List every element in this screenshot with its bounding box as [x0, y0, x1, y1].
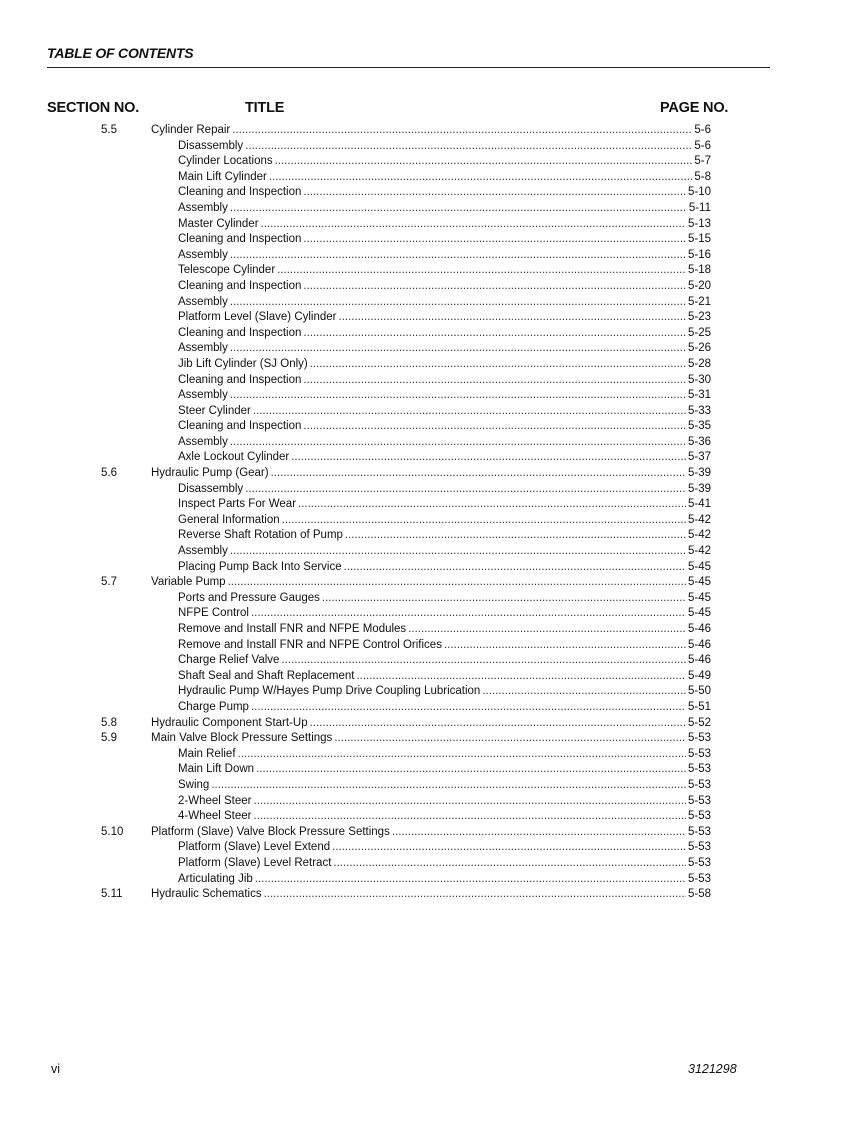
entry-title: Shaft Seal and Shaft Replacement [178, 669, 355, 682]
toc-subsection-row[interactable] [0, 482, 866, 498]
entry-page-number: 5-8 [694, 170, 711, 183]
toc-entry [178, 217, 711, 233]
toc-subsection-row[interactable] [0, 762, 866, 778]
dot-leader [310, 716, 686, 732]
entry-page-number: 5-20 [687, 279, 711, 292]
toc-entry [151, 825, 711, 841]
entry-title: Swing [178, 778, 210, 791]
toc-section-row[interactable] [0, 466, 866, 482]
entry-page-number: 5-53 [687, 856, 711, 869]
toc-subsection-row[interactable] [0, 170, 866, 186]
toc-entry [178, 622, 711, 638]
toc-entry [151, 731, 711, 747]
entry-page-number: 5-45 [687, 591, 711, 604]
toc-subsection-row[interactable] [0, 591, 866, 607]
dot-leader [232, 123, 692, 139]
entry-page-number: 5-16 [687, 248, 711, 261]
toc-subsection-row[interactable] [0, 513, 866, 529]
toc-entry [178, 341, 711, 357]
entry-page-number: 5-13 [687, 217, 711, 230]
toc-subsection-row[interactable] [0, 872, 866, 888]
toc-subsection-row[interactable] [0, 310, 866, 326]
entry-page-number: 5-49 [687, 669, 711, 682]
dot-leader [230, 295, 686, 311]
dot-leader [339, 310, 686, 326]
dot-leader [303, 232, 686, 248]
dot-leader [255, 872, 686, 888]
toc-subsection-row[interactable] [0, 747, 866, 763]
toc-subsection-row[interactable] [0, 232, 866, 248]
toc-entry [178, 139, 711, 155]
toc-entry [178, 482, 711, 498]
dot-leader [392, 825, 686, 841]
toc-subsection-row[interactable] [0, 373, 866, 389]
entry-title: Cylinder Repair [151, 124, 231, 136]
dot-leader [281, 653, 686, 669]
toc-entry [178, 201, 711, 217]
toc-subsection-row[interactable] [0, 684, 866, 700]
toc-subsection-row[interactable] [0, 560, 866, 576]
toc-entry [178, 794, 711, 810]
entry-page-number: 5-45 [687, 607, 711, 620]
toc-subsection-row[interactable] [0, 357, 866, 373]
entry-title: Hydraulic Schematics [151, 888, 262, 901]
entry-page-number: 5-23 [687, 311, 711, 324]
entry-page-number: 5-53 [687, 794, 711, 807]
toc-entry [178, 295, 711, 311]
dot-leader [253, 404, 686, 420]
toc-subsection-row[interactable] [0, 279, 866, 295]
toc-subsection-row[interactable] [0, 248, 866, 264]
dot-leader [271, 466, 686, 482]
toc-subsection-row[interactable] [0, 217, 866, 233]
toc-entry [178, 809, 711, 825]
entry-page-number: 5-36 [687, 435, 711, 448]
entry-page-number: 5-18 [687, 264, 711, 277]
entry-page-number: 5-30 [687, 373, 711, 386]
dot-leader [230, 388, 686, 404]
entry-page-number: 5-28 [687, 357, 711, 370]
entry-title: Main Lift Down [178, 763, 255, 776]
toc-subsection-row[interactable] [0, 450, 866, 466]
toc-subsection-row[interactable] [0, 139, 866, 155]
footer-page-number: vi [51, 1062, 61, 1076]
entry-title: Reverse Shaft Rotation of Pump [178, 529, 343, 542]
dot-leader [345, 528, 686, 544]
toc-entry [178, 232, 711, 248]
dot-leader [291, 450, 686, 466]
dot-leader [245, 482, 686, 498]
dot-leader [254, 794, 686, 810]
toc-entry [151, 575, 711, 591]
entry-page-number: 5-42 [687, 513, 711, 526]
toc-subsection-row[interactable] [0, 528, 866, 544]
entry-title: Main Valve Block Pressure Settings [151, 732, 333, 745]
toc-entry [178, 326, 711, 342]
entry-title: Assembly [178, 295, 228, 308]
entry-page-number: 5-53 [687, 872, 711, 885]
entry-page-number: 5-35 [687, 420, 711, 433]
toc-entry [178, 528, 711, 544]
entry-title: General Information [178, 513, 280, 526]
toc-subsection-row[interactable] [0, 544, 866, 560]
entry-page-number: 5-45 [687, 560, 711, 573]
entry-title: 2-Wheel Steer [178, 794, 252, 807]
toc-subsection-row[interactable] [0, 263, 866, 279]
entry-page-number: 5-39 [687, 467, 711, 480]
entry-page-number: 5-6 [694, 124, 711, 136]
dot-leader [261, 217, 686, 233]
entry-title: Disassembly [178, 139, 244, 152]
toc-entry [178, 653, 711, 669]
dot-leader [245, 139, 692, 155]
dot-leader [230, 201, 687, 217]
section-number: 5.5 [101, 124, 117, 136]
entry-title: Cylinder Locations [178, 155, 273, 168]
dot-leader [298, 497, 686, 513]
entry-title: Hydraulic Component Start-Up [151, 716, 308, 729]
entry-title: Charge Relief Valve [178, 654, 280, 667]
entry-title: Charge Pump [178, 700, 249, 713]
toc-subsection-row[interactable] [0, 809, 866, 825]
entry-title: Jib Lift Cylinder (SJ Only) [178, 357, 308, 370]
entry-page-number: 5-37 [687, 451, 711, 464]
dot-leader [230, 248, 686, 264]
entry-page-number: 5-26 [687, 342, 711, 355]
toc-subsection-row[interactable] [0, 840, 866, 856]
dot-leader [256, 762, 686, 778]
dot-leader [211, 778, 686, 794]
toc-entry [178, 170, 711, 186]
toc-section-row[interactable] [0, 575, 866, 591]
entry-title: Steer Cylinder [178, 404, 251, 417]
entry-page-number: 5-53 [687, 763, 711, 776]
entry-page-number: 5-21 [687, 295, 711, 308]
toc-entry [178, 856, 711, 872]
entry-title: Cleaning and Inspection [178, 186, 302, 199]
entry-title: Remove and Install FNR and NFPE Modules [178, 623, 407, 635]
entry-page-number: 5-7 [694, 155, 711, 168]
entry-page-number: 5-25 [687, 326, 711, 339]
toc-entry [178, 669, 711, 685]
toc-section-row[interactable] [0, 825, 866, 841]
entry-title: Placing Pump Back Into Service [178, 560, 342, 573]
toc-section-row[interactable] [0, 887, 866, 903]
dot-leader [264, 887, 686, 903]
entry-title: Disassembly [178, 482, 244, 495]
toc-entry [178, 279, 711, 295]
section-number: 5.9 [101, 732, 117, 745]
dot-leader [303, 279, 686, 295]
toc-subsection-row[interactable] [0, 653, 866, 669]
column-header-page: PAGE NO. [660, 100, 729, 116]
entry-page-number: 5-46 [687, 638, 711, 651]
toc-entry [178, 373, 711, 389]
entry-title: Assembly [178, 201, 228, 214]
entry-page-number: 5-15 [687, 233, 711, 246]
dot-leader [277, 263, 686, 279]
entry-title: Articulating Jib [178, 872, 253, 885]
entry-page-number: 5-41 [687, 498, 711, 511]
toc-entry [178, 497, 711, 513]
toc-entry [178, 747, 711, 763]
dot-leader [238, 747, 686, 763]
section-number: 5.7 [101, 576, 117, 589]
entry-page-number: 5-42 [687, 529, 711, 542]
toc-section-row[interactable] [0, 123, 866, 139]
dot-leader [482, 684, 686, 700]
entry-title: Ports and Pressure Gauges [178, 591, 320, 604]
dot-leader [269, 170, 693, 186]
dot-leader [275, 154, 693, 170]
column-header-title: TITLE [245, 100, 285, 116]
entry-page-number: 5-31 [687, 389, 711, 402]
page-title: TABLE OF CONTENTS [47, 45, 194, 61]
entry-page-number: 5-50 [687, 685, 711, 698]
dot-leader [444, 638, 686, 654]
entry-title: Cleaning and Inspection [178, 326, 302, 339]
toc-subsection-row[interactable] [0, 341, 866, 357]
dot-leader [282, 513, 686, 529]
section-number: 5.11 [101, 888, 123, 901]
entry-page-number: 5-53 [687, 778, 711, 791]
entry-title: Master Cylinder [178, 217, 259, 230]
toc-entry [151, 887, 711, 903]
entry-title: Hydraulic Pump W/Hayes Pump Drive Coupling Lubrication [178, 685, 481, 698]
toc-entry [178, 450, 711, 466]
entry-title: Telescope Cylinder [178, 264, 276, 277]
entry-title: Platform (Slave) Level Extend [178, 841, 331, 854]
toc-list [0, 123, 866, 903]
dot-leader [228, 575, 686, 591]
entry-page-number: 5-39 [687, 482, 711, 495]
toc-subsection-row[interactable] [0, 638, 866, 654]
entry-title: Assembly [178, 389, 228, 402]
toc-entry [178, 435, 711, 451]
entry-page-number: 5-10 [687, 186, 711, 199]
dot-leader [322, 591, 686, 607]
entry-title: Axle Lockout Cylinder [178, 451, 290, 464]
dot-leader [356, 669, 686, 685]
entry-page-number: 5-6 [694, 139, 711, 152]
toc-subsection-row[interactable] [0, 404, 866, 420]
toc-subsection-row[interactable] [0, 669, 866, 685]
entry-page-number: 5-58 [687, 888, 711, 901]
toc-entry [178, 591, 711, 607]
entry-title: Assembly [178, 435, 228, 448]
toc-subsection-row[interactable] [0, 295, 866, 311]
toc-entry [151, 123, 711, 139]
entry-page-number: 5-46 [687, 654, 711, 667]
toc-entry [178, 700, 711, 716]
entry-title: Assembly [178, 248, 228, 261]
entry-title: Cleaning and Inspection [178, 279, 302, 292]
page-header [47, 45, 770, 68]
entry-title: Variable Pump [151, 576, 226, 589]
entry-title: Cleaning and Inspection [178, 233, 302, 246]
toc-entry [151, 466, 711, 482]
toc-entry [178, 404, 711, 420]
toc-subsection-row[interactable] [0, 497, 866, 513]
entry-title: Assembly [178, 545, 228, 558]
entry-title: Main Lift Cylinder [178, 170, 267, 183]
entry-page-number: 5-53 [687, 810, 711, 823]
entry-page-number: 5-51 [687, 700, 711, 713]
entry-title: Cleaning and Inspection [178, 420, 302, 433]
toc-entry [178, 263, 711, 279]
dot-leader [303, 373, 686, 389]
toc-entry [178, 154, 711, 170]
dot-leader [251, 606, 686, 622]
entry-page-number: 5-53 [687, 825, 711, 838]
section-number: 5.8 [101, 716, 117, 729]
dot-leader [254, 809, 686, 825]
toc-subsection-row[interactable] [0, 419, 866, 435]
entry-page-number: 5-42 [687, 545, 711, 558]
footer-doc-number: 3121298 [688, 1062, 737, 1076]
entry-title: Platform (Slave) Valve Block Pressure Settings [151, 825, 390, 838]
toc-entry [178, 872, 711, 888]
entry-page-number: 5-46 [687, 623, 711, 635]
toc-subsection-row[interactable] [0, 154, 866, 170]
toc-entry [178, 762, 711, 778]
entry-page-number: 5-11 [688, 201, 711, 214]
dot-leader [230, 341, 686, 357]
toc-entry [178, 606, 711, 622]
toc-entry [178, 513, 711, 529]
dot-leader [344, 560, 686, 576]
toc-entry [178, 560, 711, 576]
entry-title: Platform (Slave) Level Retract [178, 856, 332, 869]
dot-leader [333, 856, 686, 872]
toc-subsection-row[interactable] [0, 606, 866, 622]
entry-title: Hydraulic Pump (Gear) [151, 467, 269, 480]
entry-title: Assembly [178, 342, 228, 355]
dot-leader [251, 700, 686, 716]
section-number: 5.6 [101, 467, 117, 480]
toc-subsection-row[interactable] [0, 778, 866, 794]
toc-section-row[interactable] [0, 716, 866, 732]
toc-entry [178, 840, 711, 856]
entry-page-number: 5-53 [687, 747, 711, 760]
dot-leader [303, 326, 686, 342]
toc-subsection-row[interactable] [0, 201, 866, 217]
entry-page-number: 5-45 [687, 576, 711, 589]
entry-title: Cleaning and Inspection [178, 373, 302, 386]
entry-page-number: 5-52 [687, 716, 711, 729]
toc-section-row[interactable] [0, 731, 866, 747]
column-header-section: SECTION NO. [47, 100, 140, 116]
toc-entry [178, 684, 711, 700]
toc-entry [178, 357, 711, 373]
dot-leader [303, 419, 686, 435]
toc-entry [178, 778, 711, 794]
toc-subsection-row[interactable] [0, 622, 866, 638]
toc-entry [178, 248, 711, 264]
entry-page-number: 5-53 [687, 732, 711, 745]
entry-title: NFPE Control [178, 607, 249, 620]
toc-entry [178, 388, 711, 404]
dot-leader [230, 544, 686, 560]
toc-subsection-row[interactable] [0, 185, 866, 201]
toc-subsection-row[interactable] [0, 435, 866, 451]
toc-entry [178, 185, 711, 201]
dot-leader [303, 185, 686, 201]
dot-leader [408, 622, 686, 638]
dot-leader [310, 357, 686, 373]
dot-leader [334, 731, 686, 747]
toc-subsection-row[interactable] [0, 700, 866, 716]
entry-title: 4-Wheel Steer [178, 810, 252, 823]
toc-subsection-row[interactable] [0, 856, 866, 872]
toc-entry [178, 638, 711, 654]
dot-leader [230, 435, 686, 451]
section-number: 5.10 [101, 825, 124, 838]
entry-page-number: 5-33 [687, 404, 711, 417]
entry-title: Platform Level (Slave) Cylinder [178, 311, 337, 324]
toc-entry [178, 419, 711, 435]
entry-title: Inspect Parts For Wear [178, 498, 297, 511]
entry-title: Remove and Install FNR and NFPE Control Orifices [178, 638, 442, 651]
toc-subsection-row[interactable] [0, 388, 866, 404]
entry-title: Main Relief [178, 747, 236, 760]
toc-entry [178, 310, 711, 326]
toc-subsection-row[interactable] [0, 794, 866, 810]
toc-subsection-row[interactable] [0, 326, 866, 342]
toc-entry [151, 716, 711, 732]
toc-entry [178, 544, 711, 560]
dot-leader [332, 840, 686, 856]
entry-page-number: 5-53 [687, 841, 711, 854]
